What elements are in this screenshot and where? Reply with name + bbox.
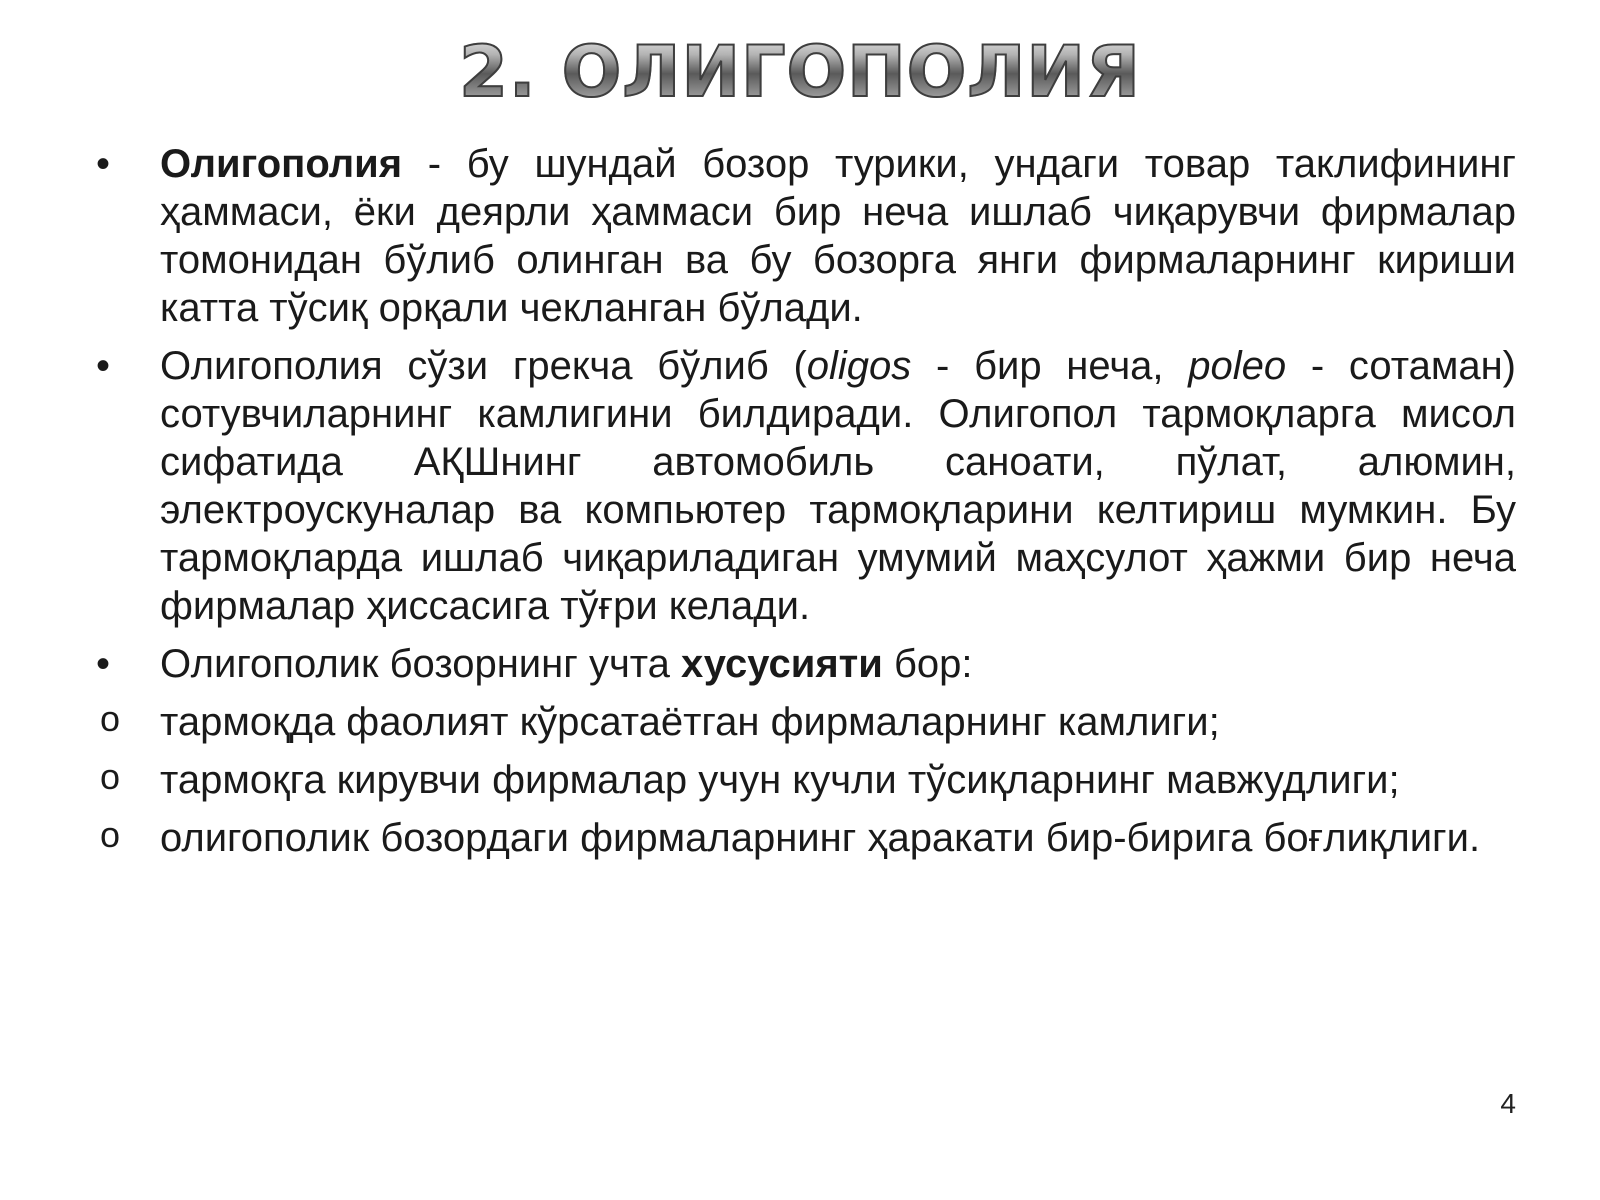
features-intro-before: Олигополик бозорнинг учта <box>160 642 682 686</box>
features-intro-after: бор: <box>882 642 973 686</box>
feature-text: олигополик бозордаги фирмаларнинг ҳаракати бир-бирига боғлиқлиги. <box>160 816 1481 860</box>
features-keyword-bold: хусусияти <box>681 642 883 686</box>
bullet-item-etymology <box>96 342 1516 630</box>
bullet-item-definition <box>96 140 1516 332</box>
etymology-text-2: - бир неча, <box>911 344 1189 388</box>
bullet-marker: • <box>96 344 111 388</box>
italic-oligos: oligos <box>806 344 912 388</box>
etymology-text-1: Олигополия сўзи грекча бўлиб ( <box>160 344 807 388</box>
slide-content <box>96 140 1516 862</box>
feature-item <box>96 814 1516 862</box>
circle-bullet-marker: o <box>100 756 121 797</box>
bullet-text <box>160 140 1516 332</box>
feature-item <box>96 698 1516 746</box>
page-number: 4 <box>1500 1088 1516 1119</box>
circle-bullet-marker: o <box>100 698 121 739</box>
italic-poleo: poleo <box>1188 344 1287 388</box>
circle-bullet-marker: o <box>100 814 121 855</box>
feature-item <box>96 756 1516 804</box>
term-bold: Олигополия <box>160 142 403 186</box>
etymology-text-3: - сотаман) сотувчиларнинг камлигини билдиради. Олигопол тармоқларга мисол сифатида АҚШнинг автомобиль саноати, пўлат, алюмин, электроускуналар ва компьютер тармоқларини келтириш мумкин. Бу тармоқларда ишлаб чиқариладиган умумий маҳсулот ҳажми бир неча фирмалар ҳиссасига тўғри келади. <box>160 344 1516 628</box>
bullet-item-features-intro <box>96 640 1516 688</box>
bullet-marker: • <box>96 642 111 686</box>
slide-title: 2. ОЛИГОПОЛИЯ <box>0 28 1600 116</box>
feature-text: тармоқда фаолият кўрсатаётган фирмаларнинг камлиги; <box>160 700 1220 744</box>
bullet-text <box>160 342 1516 630</box>
bullet-text <box>160 640 1516 688</box>
definition-text: - бу шундай бозор турики, ундаги товар таклифининг ҳаммаси, ёки деярли ҳаммаси бир неча ишлаб чиқарувчи фирмалар томонидан бўлиб олинган ва бу бозорга янги фирмаларнинг кириши катта тўсиқ орқали чекланган бўлади. <box>160 142 1516 330</box>
bullet-marker: • <box>96 142 111 186</box>
feature-text: тармоқга кирувчи фирмалар учун кучли тўсиқларнинг мавжудлиги; <box>160 758 1400 802</box>
